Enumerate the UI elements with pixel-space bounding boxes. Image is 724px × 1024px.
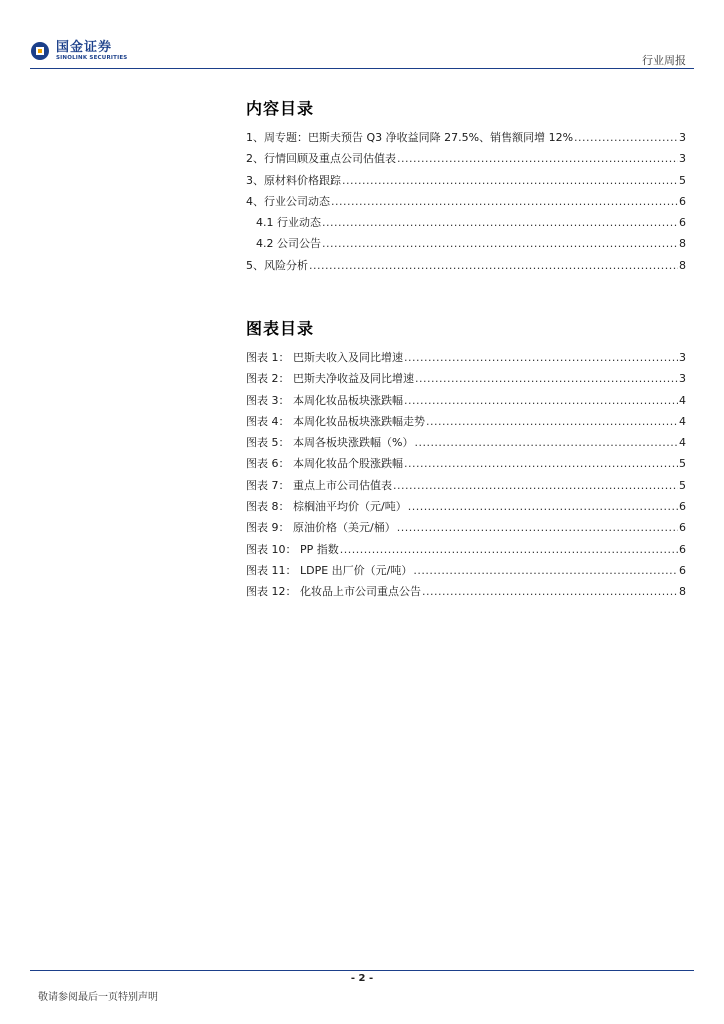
figure-label: 图表 5： 本周各板块涨跌幅（%） — [246, 436, 414, 450]
figure-page-number: 4 — [679, 393, 686, 407]
toc-row[interactable] — [246, 214, 686, 235]
toc-label: 2、行情回顾及重点公司估值表 — [246, 152, 396, 166]
figure-label: 图表 4： 本周化妆品板块涨跌幅走势 — [246, 414, 425, 428]
figure-page-number: 6 — [679, 521, 686, 535]
toc-label: 4.2 公司公告 — [256, 237, 321, 251]
figure-row[interactable] — [246, 370, 686, 391]
page-header — [0, 0, 724, 72]
toc-page-number: 3 — [679, 131, 686, 144]
sinolink-logo-icon — [30, 41, 50, 61]
toc-label: 5、风险分析 — [246, 258, 308, 272]
toc-row[interactable] — [246, 257, 686, 278]
toc-leader — [422, 585, 678, 598]
figure-page-number: 6 — [679, 542, 686, 556]
toc-page-number: 3 — [679, 152, 686, 166]
toc-leader — [322, 237, 678, 250]
figure-label: 图表 7： 重点上市公司估值表 — [246, 478, 392, 492]
toc-label: 4、行业公司动态 — [246, 194, 330, 208]
figure-row[interactable] — [246, 583, 686, 604]
toc-row[interactable] — [246, 150, 686, 171]
footer-divider — [30, 970, 694, 971]
figure-page-number: 6 — [679, 563, 686, 577]
toc-page-number: 6 — [679, 216, 686, 230]
header-divider — [30, 68, 694, 69]
toc-leader — [404, 457, 678, 470]
toc-leader — [404, 394, 678, 407]
figure-label: 图表 12： 化妆品上市公司重点公告 — [246, 585, 421, 599]
toc-leader — [404, 351, 678, 364]
toc-row[interactable] — [246, 172, 686, 193]
toc-label: 1、周专题：巴斯夫预告 Q3 净收益同降 27.5%、销售额同增 12% — [246, 131, 574, 144]
figures-title: 图表目录 — [246, 319, 315, 338]
figure-row[interactable] — [246, 477, 686, 498]
toc-label: 3、原材料价格跟踪 — [246, 173, 341, 187]
toc-leader — [393, 479, 678, 492]
toc-leader — [426, 415, 678, 428]
toc-leader — [397, 521, 678, 534]
toc-leader — [408, 500, 678, 513]
figure-page-number: 3 — [679, 372, 686, 386]
figure-label: 图表 2： 巴斯夫净收益及同比增速 — [246, 372, 414, 386]
figure-label: 图表 6： 本周化妆品个股涨跌幅 — [246, 457, 403, 471]
toc-page-number: 5 — [679, 173, 686, 187]
figure-row[interactable] — [246, 562, 686, 583]
figure-row[interactable] — [246, 349, 686, 370]
contents-title: 内容目录 — [246, 99, 315, 118]
toc-leader — [340, 543, 678, 556]
disclaimer-text: 敬请参阅最后一页特别声明 — [38, 992, 158, 1003]
figure-row[interactable] — [246, 392, 686, 413]
figure-page-number: 5 — [679, 478, 686, 492]
toc-leader — [309, 259, 678, 272]
figure-label: 图表 10： PP 指数 — [246, 542, 339, 556]
figure-page-number: 5 — [679, 457, 686, 471]
figure-page-number: 3 — [679, 351, 686, 364]
figure-label: 图表 8： 棕榈油平均价（元/吨） — [246, 500, 407, 514]
figure-label: 图表 9： 原油价格（美元/桶） — [246, 521, 396, 535]
toc-leader — [574, 131, 678, 144]
contents-list — [246, 129, 686, 278]
toc-row[interactable] — [246, 193, 686, 214]
toc-page-number: 8 — [679, 237, 686, 251]
figure-page-number: 8 — [679, 585, 686, 599]
figure-label: 图表 1： 巴斯夫收入及同比增速 — [246, 351, 403, 364]
figure-row[interactable] — [246, 413, 686, 434]
toc-row[interactable] — [246, 235, 686, 256]
figure-page-number: 4 — [679, 414, 686, 428]
figure-page-number: 6 — [679, 500, 686, 514]
report-type: 行业周报 — [642, 54, 686, 67]
figure-row[interactable] — [246, 498, 686, 519]
figure-row[interactable] — [246, 541, 686, 562]
company-logo — [30, 41, 127, 62]
figures-list — [246, 349, 686, 605]
toc-label: 4.1 行业动态 — [256, 216, 321, 230]
toc-leader — [342, 174, 678, 187]
contents-section — [246, 96, 686, 278]
toc-leader — [414, 436, 678, 449]
figure-label: 图表 11： LDPE 出厂价（元/吨） — [246, 563, 413, 577]
page-number: - 2 - — [350, 973, 374, 984]
figure-label: 图表 3： 本周化妆品板块涨跌幅 — [246, 393, 403, 407]
toc-row[interactable] — [246, 129, 686, 150]
logo-chinese-name: 国金证券 — [56, 40, 113, 55]
toc-leader — [413, 564, 678, 577]
toc-leader — [322, 216, 678, 229]
figure-page-number: 4 — [679, 436, 686, 450]
toc-leader — [415, 372, 678, 385]
toc-page-number: 8 — [679, 258, 686, 272]
figure-row[interactable] — [246, 519, 686, 540]
logo-english-name: SINOLINK SECURITIES — [56, 55, 128, 61]
figure-row[interactable] — [246, 434, 686, 455]
toc-leader — [331, 195, 678, 208]
toc-leader — [397, 152, 678, 165]
figures-section — [246, 316, 686, 605]
figure-row[interactable] — [246, 455, 686, 476]
toc-page-number: 6 — [679, 194, 686, 208]
